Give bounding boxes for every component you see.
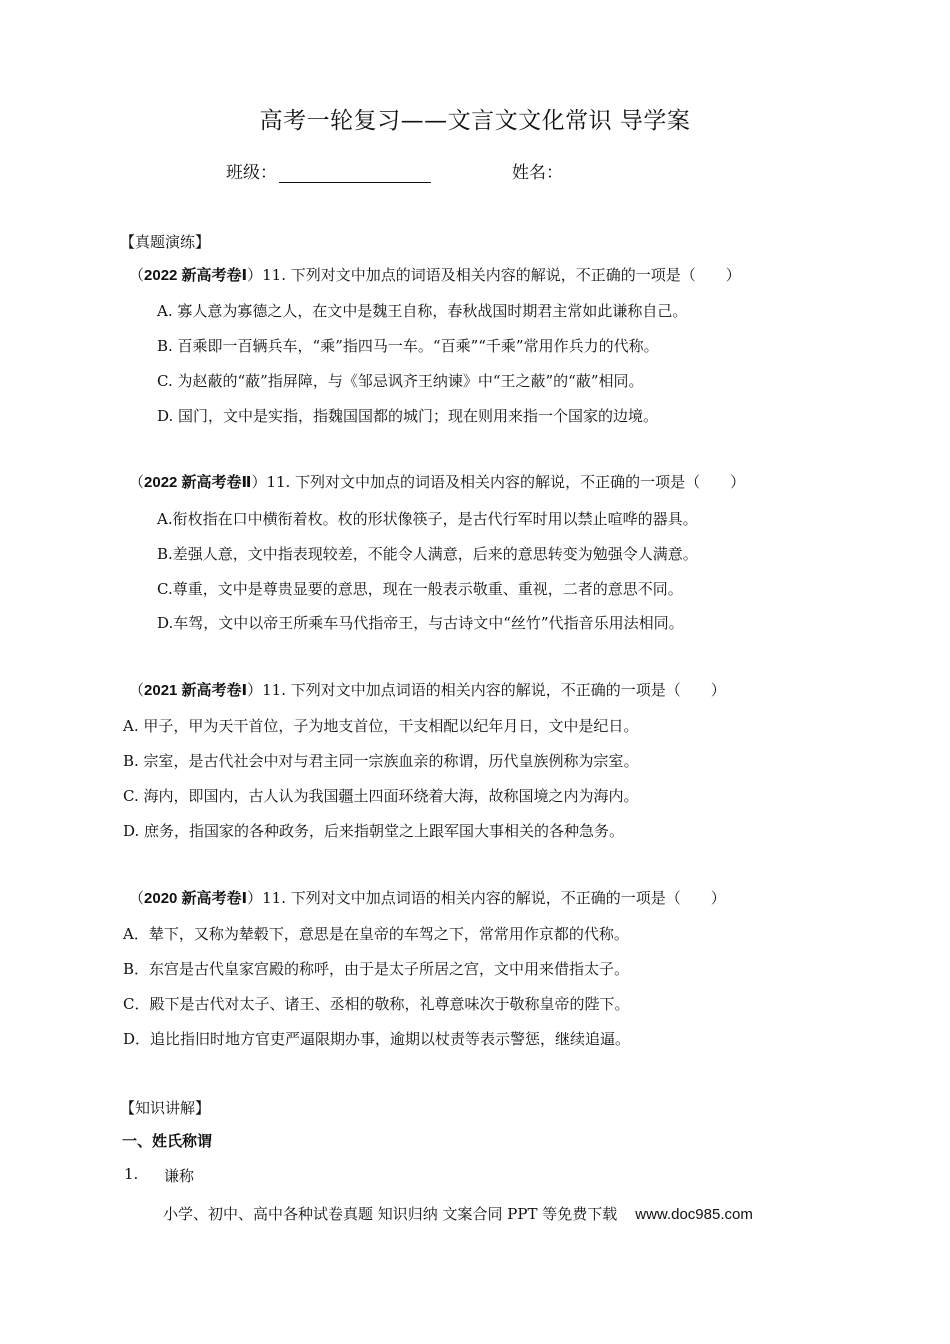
class-label: 班级： (226, 163, 277, 183)
question-3-source: 2021 新高考卷Ⅰ (144, 682, 248, 699)
question-2-text: ）11. 下列对文中加点的词语及相关内容的解说，不正确的一项是（ ） (251, 473, 746, 491)
question-4: （2020 新高考卷Ⅰ）11. 下列对文中加点词语的相关内容的解说，不正确的一项是（ ） (129, 889, 726, 907)
question-3-option-d: D. 庶务，指国家的各种政务，后来指朝堂之上跟军国大事相关的各种急务。 (123, 822, 625, 840)
footer-url[interactable]: www.doc985.com (635, 1206, 753, 1223)
question-1-option-c: C. 为赵蔽的“蔽”指屏障，与《邹忌讽齐王纳谏》中“王之蔽”的“蔽”相同。 (157, 372, 644, 390)
question-2-option-d: D.车驾，文中以帝王所乘车马代指帝王，与古诗文中“丝竹”代指音乐用法相同。 (157, 614, 684, 632)
question-2: （2022 新高考卷Ⅱ）11. 下列对文中加点的词语及相关内容的解说，不正确的一项是（ ） (129, 473, 746, 491)
page-title: 高考一轮复习——文言文文化常识 导学案 (259, 108, 691, 134)
question-2-option-c: C.尊重，文中是尊贵显要的意思，现在一般表示敬重、重视，二者的意思不同。 (157, 580, 683, 598)
question-2-option-b: B.差强人意，文中指表现较差，不能令人满意，后来的意思转变为勉强令人满意。 (157, 545, 698, 563)
question-4-option-d: D．追比指旧时地方官吏严逼限期办事，逾期以杖责等表示警惩，继续追逼。 (123, 1030, 631, 1048)
question-1-text: ）11. 下列对文中加点的词语及相关内容的解说，不正确的一项是（ ） (247, 266, 741, 284)
question-4-option-b: B．东宫是古代皇家宫殿的称呼，由于是太子所居之宫，文中用来借指太子。 (123, 960, 630, 978)
question-3: （2021 新高考卷Ⅰ）11. 下列对文中加点词语的相关内容的解说，不正确的一项是（ ） (129, 681, 726, 699)
question-1-option-d: D. 国门，文中是实指，指魏国国都的城门；现在则用来指一个国家的边境。 (157, 407, 659, 425)
section-real-exam-label: 【真题演练】 (120, 233, 211, 251)
question-1: （2022 新高考卷Ⅰ）11. 下列对文中加点的词语及相关内容的解说，不正确的一项是（ ） (129, 266, 741, 284)
section-knowledge-label: 【知识讲解】 (120, 1099, 211, 1117)
section-heading-surname: 一、姓氏称谓 (122, 1132, 213, 1150)
question-4-text: ）11. 下列对文中加点词语的相关内容的解说，不正确的一项是（ ） (247, 889, 726, 907)
question-1-option-a: A. 寡人意为寡德之人，在文中是魏王自称，春秋战国时期君主常如此谦称自己。 (157, 302, 688, 320)
item-text: 谦称 (164, 1167, 195, 1185)
class-field (226, 158, 431, 183)
question-1-source: 2022 新高考卷Ⅰ (144, 267, 248, 284)
item-number: 1. (124, 1165, 139, 1183)
question-2-option-a: A.衔枚指在口中横衔着枚。枚的形状像筷子，是古代行军时用以禁止喧哗的器具。 (157, 510, 698, 528)
name-label: 姓名： (512, 163, 563, 183)
question-4-option-c: C．殿下是古代对太子、诸王、丞相的敬称，礼尊意味次于敬称皇帝的陛下。 (123, 995, 630, 1013)
footer (163, 1203, 753, 1224)
question-1-option-b: B. 百乘即一百辆兵车，“乘”指四马一车。“百乘”“千乘”常用作兵力的代称。 (157, 337, 659, 355)
class-underline (279, 164, 431, 183)
question-2-source: 2022 新高考卷Ⅱ (144, 474, 252, 491)
question-3-option-b: B. 宗室，是古代社会中对与君主同一宗族血亲的称谓，历代皇族例称为宗室。 (123, 752, 639, 770)
question-3-option-a: A. 甲子，甲为天干首位，子为地支首位，干支相配以纪年月日，文中是纪日。 (123, 717, 639, 735)
footer-text: 小学、初中、高中各种试卷真题 知识归纳 文案合同 PPT 等免费下载 (163, 1205, 618, 1223)
question-4-option-a: A．辇下，又称为辇毂下，意思是在皇帝的车驾之下，常常用作京都的代称。 (123, 925, 629, 943)
question-4-source: 2020 新高考卷Ⅰ (144, 890, 248, 907)
question-3-option-c: C. 海内，即国内，古人认为我国疆土四面环绕着大海，故称国境之内为海内。 (123, 787, 639, 805)
question-3-text: ）11. 下列对文中加点词语的相关内容的解说，不正确的一项是（ ） (247, 681, 726, 699)
